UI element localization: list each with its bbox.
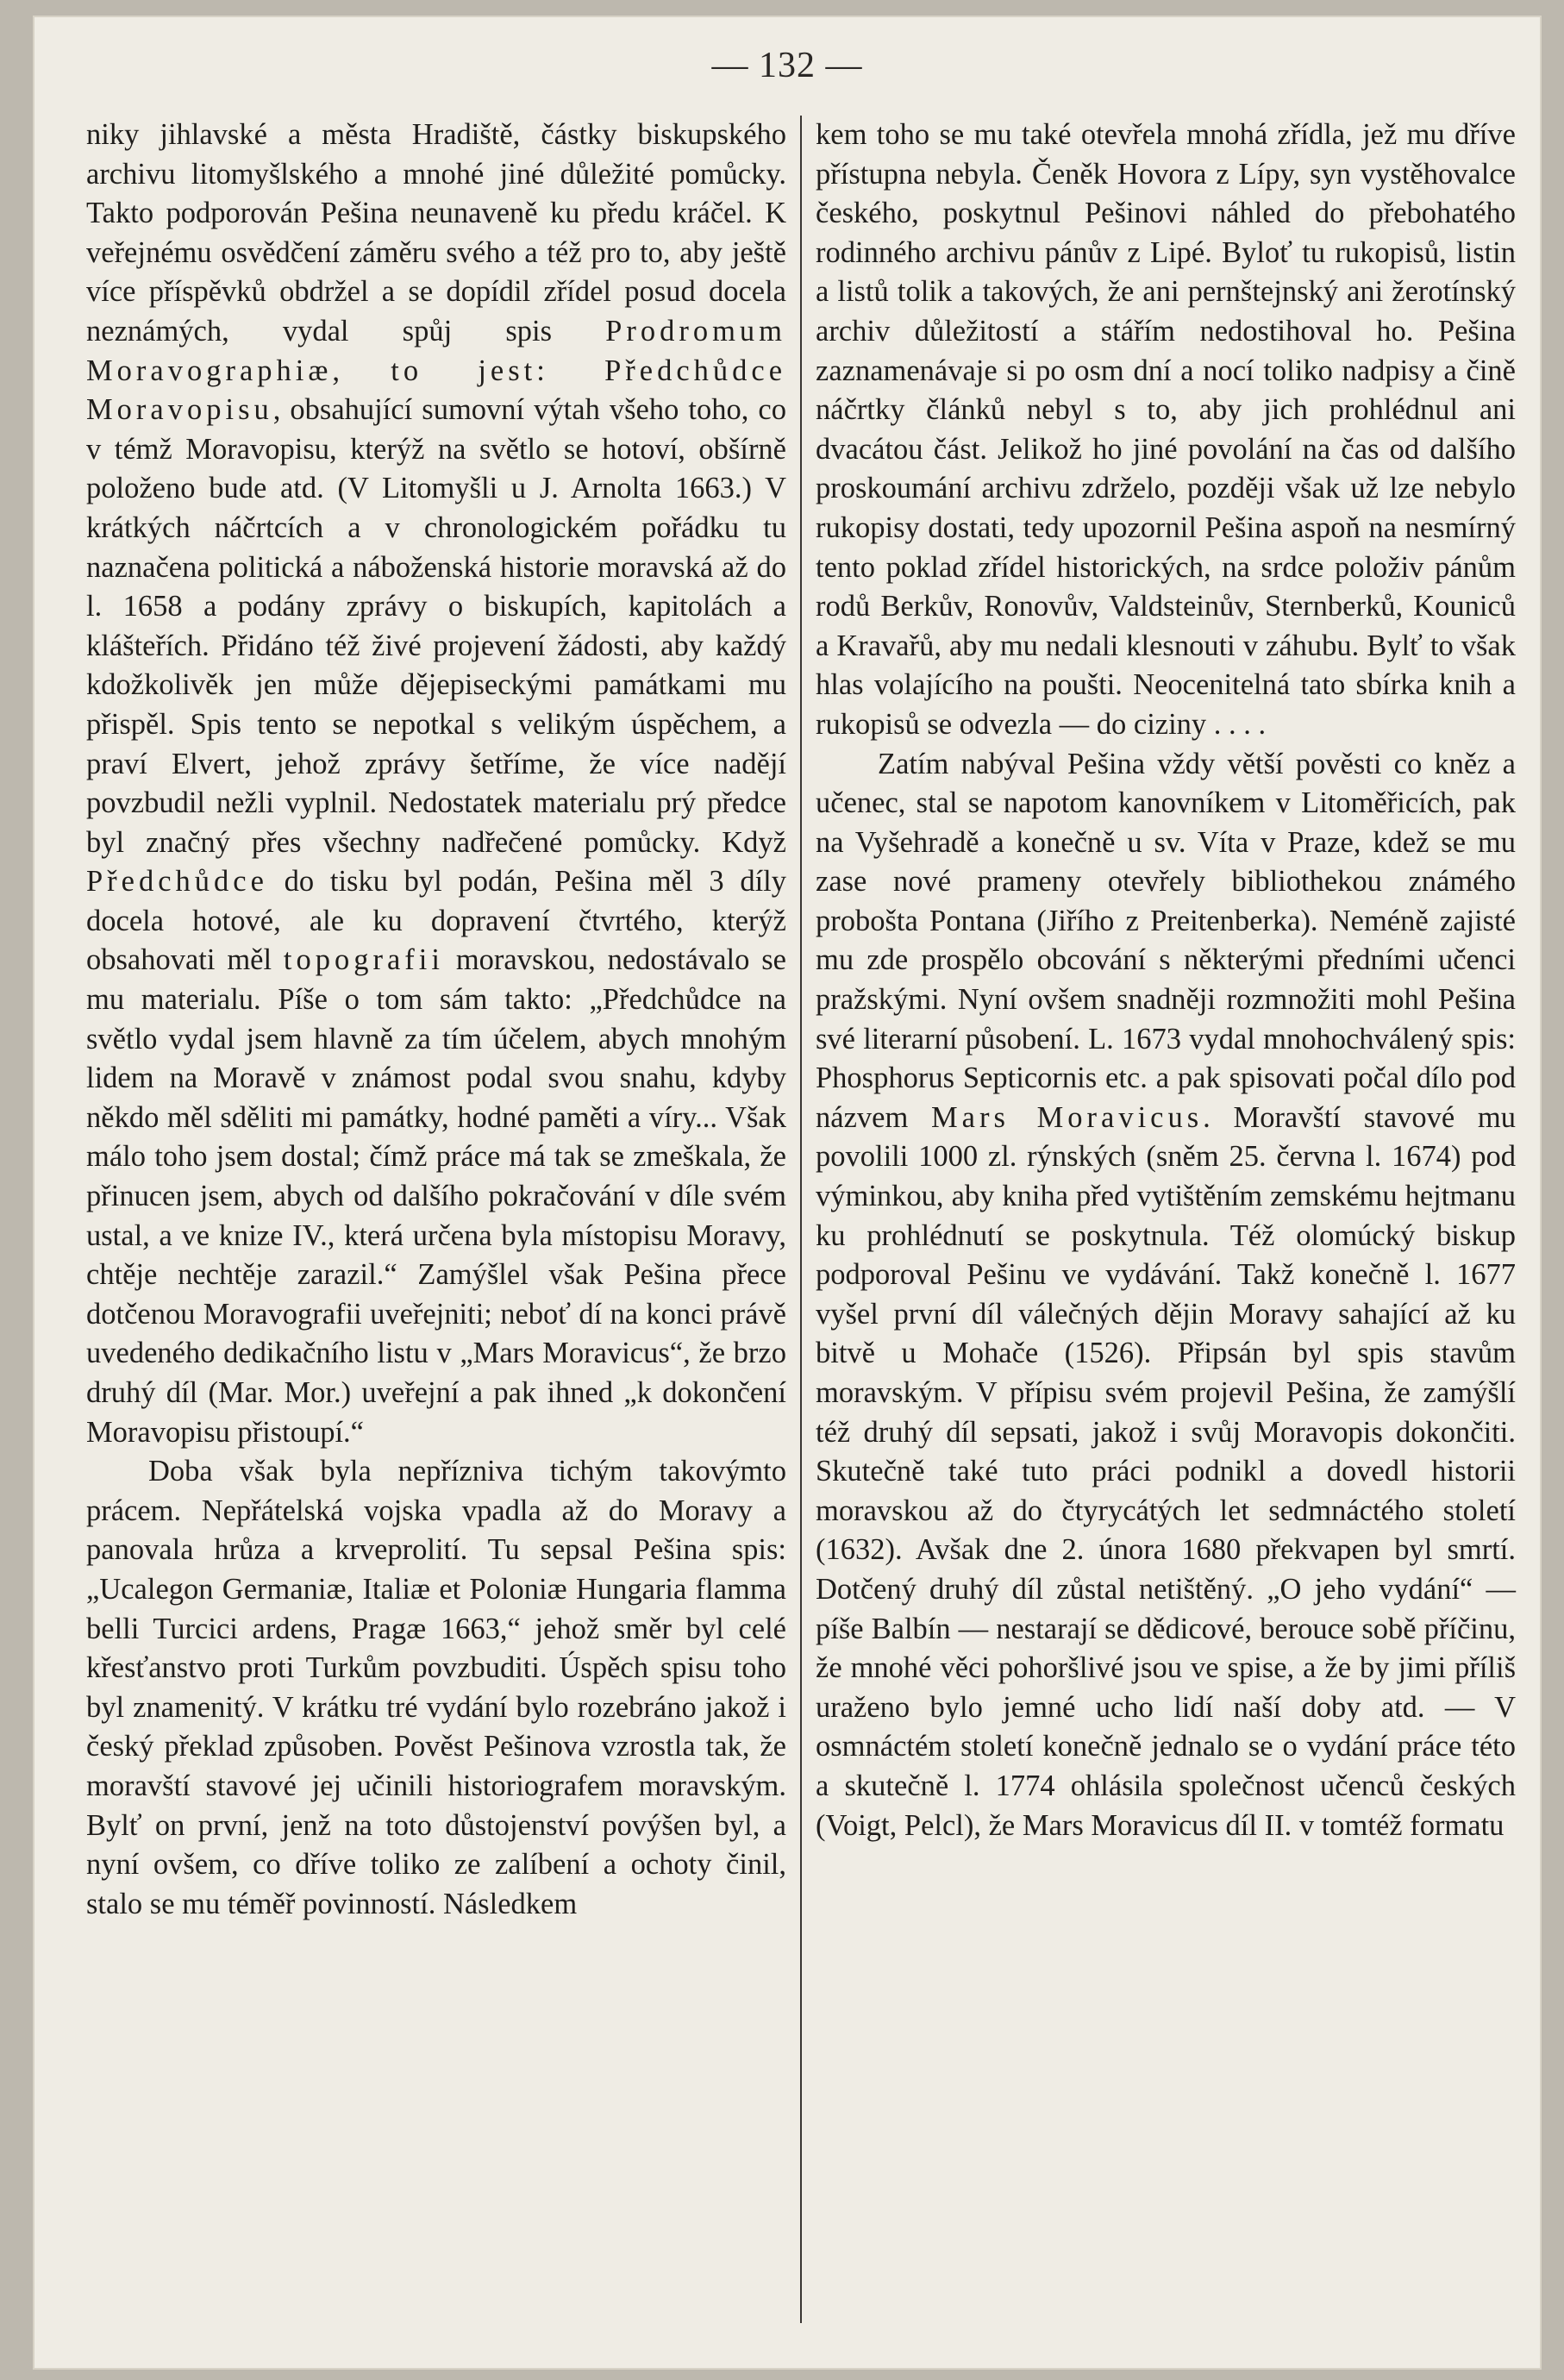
spaced-emphasis-text: topografii <box>283 943 444 977</box>
spaced-emphasis-text: Prodromum Moravographiæ <box>86 314 786 387</box>
left-text-column <box>86 116 786 1924</box>
paragraph <box>86 1452 786 1924</box>
paragraph <box>86 116 786 1452</box>
paragraph-text: . Moravští stavové mu povolili 1000 zl. rýnských (sněm 25. června l. 1674) pod výminkou, aby kniha před vytištěním zemskému hejtmanu ku prohlédnutí se poskytnula. Též olomúcký biskup podporoval Pešinu ve vydávání. Takž konečně l. 1677 vyšel první díl válečných dějin Moravy sahající až ku bitvě u Mohače (1526). Připsán byl spis stavům moravským. V přípisu svém projevil Pešina, že zamýšlí též druhý díl sepsati, jakož i svůj Moravopis dokončiti. Skutečně také tuto práci podnikl a dovedl historii moravskou až do čtyrycátých let sedmnáctého století (1632). Avšak dne 2. února 1680 překvapen byl smrtí. Dotčený druhý díl zůstal netištěný. „O jeho vydání“ — píše Balbín — nestarají se dědicové, berouce sobě příčinu, že mnohé věci pohoršlivé jsou ve spise, a že by jimi příliš uraženo bylo jemné ucho lidí naší doby atd. — V osmnáctém století konečně jednalo se o vydání práce této a skutečně l. 1774 ohlásila společnost učenců českých (Voigt, Pelcl), že Mars Moravicus díl II. v tomtéž formatu <box>816 1100 1516 1842</box>
paragraph-text: Zatím nabýval Pešina vždy větší pověsti co kněz a učenec, stal se napotom kanovníkem v Litoměřicích, pak na Vyšehradě a konečně u sv. Víta v Praze, kdež se mu zase nové prameny otevřely bibliothekou známého proboštа Pontana (Jiřího z Preitenberka). Neméně zajisté mu zde prospělo obcování s některými předními učenci pražskými. Nyní ovšem snadněji rozmnožiti mohl Pešina své literarní působení. L. 1673 vydal mnohochválený spis: Phosphorus Septicornis etc. a pak spisovati počal dílo pod názvem <box>816 747 1516 1134</box>
paragraph <box>816 116 1516 745</box>
scanned-page <box>33 16 1542 2370</box>
paragraph-text: Doba však byla nepřízniva tichým takovýmto prácem. Nepřátelská vojska vpadla až do Moravy a panovala hrůza a krveprolití. Tu sepsal Pešina spis: „Ucalegon Germaniæ, Italiæ et Poloniæ Hungaria flamma belli Turcici ardens, Pragæ 1663,“ jehož směr byl celé křesťanstvo proti Turkům povzbuditi. Úspěch spisu toho byl znamenitý. V krátku tré vydání bylo rozebráno jakož i český překlad způsoben. Pověst Pešinova vzrostla tak, že moravští stavové jej učinili historiografem moravským. Bylť on první, jenž na toto důstojenství povýšen byl, a nyní ovšem, co dříve toliko ze zalíbení a ochoty činil, stalo se mu téměř povinností. Následkem <box>86 1455 786 1920</box>
spaced-emphasis-text: to jest: Předchůdce Moravopisu <box>86 354 787 427</box>
paragraph-text: niky jihlavské a města Hradiště, částky biskupského archivu litomyšlského a mnohé jiné důležité pomůcky. Takto podporován Pešina neunaveně ku předu kráčel. K veřejnému osvědčení záměru svého a též pro to, aby ještě více příspěvků obdržel a se dopídil zřídel posud docela neznámých, vydal spůj spis <box>86 118 786 348</box>
paragraph-text: kem toho se mu také otevřela mnohá zřídla, jež mu dříve přístupna nebyla. Čeněk Hovora z Lípy, syn vystěhovalce českého, poskytnul Pešinovi náhled do přebohatého rodinného archivu pánův z Lipé. Byloť tu rukopisů, listin a listů tolik a takových, že ani pernštejnský ani žerotínský archiv důležitostí a stářím nedostihoval ho. Pešina zaznamenávaje si po osm dní a nocí toliko nadpisy a čině náčrtky článků nebyl s to, aby jich prohlédnul ani dvacátou část. Jelikož ho jiné povolání na čas od dalšího proskoumání archivu zdrželo, později však už lze nebylo rukopisy dostati, tedy upozornil Pešina aspoň na nesmírný tento poklad zřídel historických, na srdce položiv pánům rodů Berkův, Ronovův, Valdsteinův, Sternberků, Kouniců a Kravařů, aby mu nedali klesnouti v záhubu. Bylť to však hlas volajícího na poušti. Neocenitelná tato sbírka knih a rukopisů se odvezla — do ciziny . . . . <box>816 118 1516 741</box>
page-number: — 132 — <box>711 46 863 85</box>
paragraph-text: moravskou, nedostávalo se mu materialu. Píše o tom sám takto: „Předchůdce na světlo vydal jsem hlavně za tím účelem, abych mnohým lidem na Moravě v známost podal svou snahu, kdyby někdo měl sděliti mi památky, hodné paměti a víry... Však málo toho jsem dostal; čímž práce má tak se zmeškala, že přinucen jsem, abych od dalšího pokračování v díle svém ustal, a ve knize IV., která určena byla místopisu Moravy, chtěje nechtěje zarazil.“ Zamýšlel však Pešina přece dotčenou Moravografii uveřejniti; neboť dí na konci právě uvedeného dedikačního listu v „Mars Moravicus“, že brzo druhý díl (Mar. Mor.) uveřejní a pak ihned „k dokončení Moravopisu přistoupí.“ <box>86 943 786 1449</box>
paragraph-text: , <box>332 354 391 387</box>
column-divider <box>800 116 802 2323</box>
paragraph-text: , obsahující sumovní výtah všeho toho, co v témž Moravopisu, kterýž na světlo se hotoví, obšírně položeno bude atd. (V Litomyšli u J. Arnolta 1663.) V krátkých náčrtcích a v chronologickém pořádku tu naznačena politická a náboženská historie moravská až do l. 1658 a podány zprávy o biskupích, kapitolách a klášteřích. Přidáno též živé projevení žádosti, aby každý kdožkolivěk jen může dějepiseckými památkami mu přispěl. Spis tento se nepotkal s velikým úspěchem, a praví Elvert, jehož zprávy šetříme, že více nadějí povzbudil nežli vyplnil. Nedostatek materialu prý předce byl značný přes všechny nadřečené pomůcky. Když <box>86 393 786 859</box>
paragraph-text: do tisku byl podán, Pešina měl 3 díly docela hotové, ale ku dopravení čtvrtého, kterýž obsahovati měl <box>86 865 786 977</box>
right-text-column <box>816 116 1516 1845</box>
spaced-emphasis-text: Předchůdce <box>86 865 268 899</box>
paragraph <box>816 745 1516 1846</box>
spaced-emphasis-text: Mars Moravicus <box>931 1100 1204 1134</box>
